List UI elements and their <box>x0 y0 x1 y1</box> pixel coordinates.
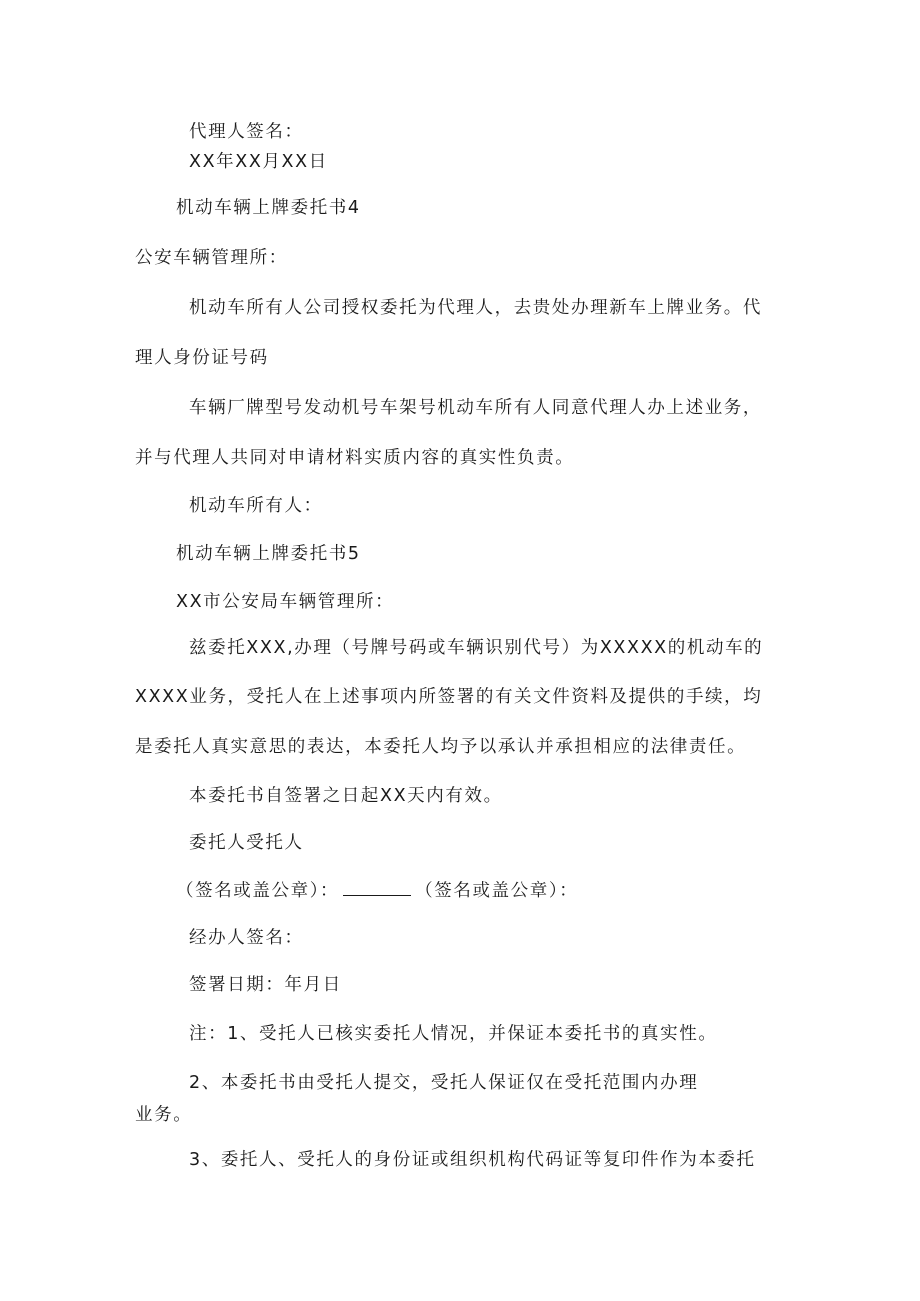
note-2-line-2: 业务。 <box>135 1105 193 1125</box>
signature-line <box>176 878 578 903</box>
title-5: 机动车辆上牌委托书5 <box>176 544 361 564</box>
title-4: 机动车辆上牌委托书4 <box>176 198 361 218</box>
note-1: 注：1、受托人已核实委托人情况，并保证本委托书的真实性。 <box>189 1024 718 1044</box>
addressee-4: 公安车辆管理所： <box>135 248 288 268</box>
sign-right-label: （签名或盖公章）： <box>415 881 579 901</box>
owner-label: 机动车所有人： <box>189 496 323 516</box>
parties-label: 委托人受托人 <box>189 833 304 853</box>
signature-blank <box>343 878 411 896</box>
sign-date-label: 签署日期：年月日 <box>189 975 342 995</box>
body-5-paragraph-1-line-2: XXXX业务，受托人在上述事项内所签署的有关文件资料及提供的手续，均 <box>135 687 763 707</box>
validity-statement: 本委托书自签署之日起XX天内有效。 <box>189 786 503 806</box>
body-5-paragraph-1-line-3: 是委托人真实意思的表达，本委托人均予以承认并承担相应的法律责任。 <box>135 737 747 757</box>
date-line: XX年XX月XX日 <box>189 152 328 172</box>
body-4-paragraph-2-line-2: 并与代理人共同对申请材料实质内容的真实性负责。 <box>135 448 575 468</box>
body-4-paragraph-1-line-2: 理人身份证号码 <box>135 348 269 368</box>
body-4-paragraph-1-line-1: 机动车所有人公司授权委托为代理人，去贵处办理新车上牌业务。代 <box>189 298 762 318</box>
addressee-5: XX市公安局车辆管理所： <box>176 592 395 612</box>
body-5-paragraph-1-line-1: 兹委托XXX,办理（号牌号码或车辆识别代号）为XXXXX的机动车的 <box>189 638 764 658</box>
note-2-line-1: 2、本委托书由受托人提交，受托人保证仅在受托范围内办理 <box>189 1073 699 1093</box>
handler-signature-label: 经办人签名： <box>189 928 304 948</box>
note-3-line-1: 3、委托人、受托人的身份证或组织机构代码证等复印件作为本委托 <box>189 1150 756 1170</box>
agent-signature-label: 代理人签名： <box>189 122 304 142</box>
body-4-paragraph-2-line-1: 车辆厂牌型号发动机号车架号机动车所有人同意代理人办上述业务， <box>189 398 762 418</box>
sign-left-label: （签名或盖公章）： <box>176 881 340 901</box>
